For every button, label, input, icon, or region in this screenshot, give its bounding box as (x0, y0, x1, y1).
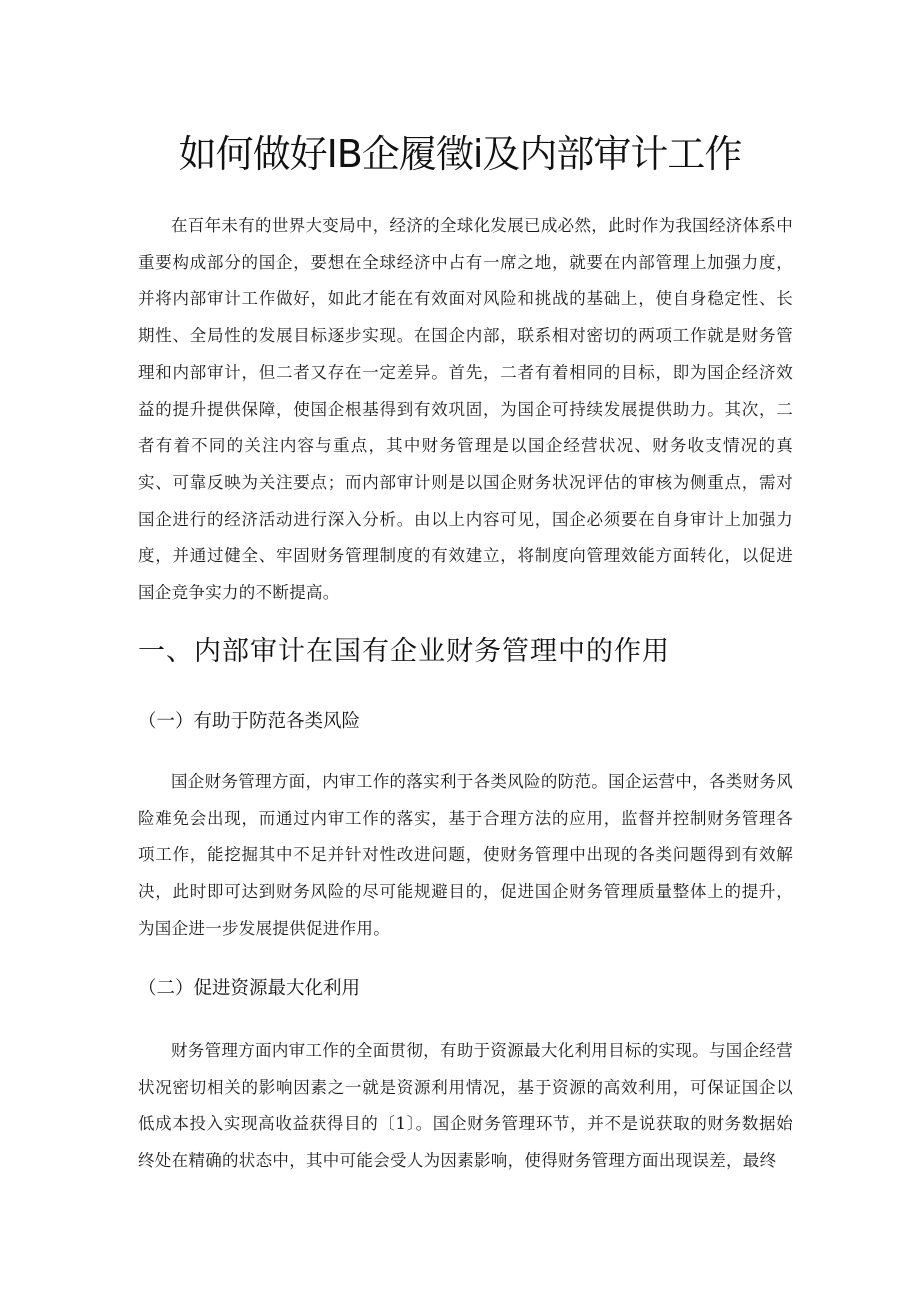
section-heading: 一、内部审计在国有企业财务管理中的作用 (138, 636, 670, 667)
subsection-heading-2: （二）促进资源最大化利用 (138, 978, 361, 999)
subsection-2-paragraph: 财务管理方面内审工作的全面贯彻，有助于资源最大化利用目标的实现。与国企经营状况密切相关的影响因素之一就是资源利用情况，基于资源的高效利用，可保证国企以低成本投入实现高收益获得目的〔1〕。国企财务管理环节，并不是说获取的财务数据始终处在精确的状态中，其中可能会受人为因素影响，使得财务管理方面出现误差，最终 (138, 1041, 793, 1171)
subsection-1-paragraph: 国企财务管理方面，内审工作的落实利于各类风险的防范。国企运营中，各类财务风险难免会出现，而通过内审工作的落实，基于合理方法的应用，监督并控制财务管理各项工作，能挖掘其中不足并针对性改进问题，使财务管理中出现的各类问题得到有效解决，此时即可达到财务风险的尽可能规避目的，促进国企财务管理质量整体上的提升，为国企进一步发展提供促进作用。 (138, 772, 793, 938)
intro-paragraph: 在百年未有的世界大变局中，经济的全球化发展已成必然，此时作为我国经济体系中重要构成部分的国企，要想在全球经济中占有一席之地，就要在内部管理上加强力度，并将内部审计工作做好，如此才能在有效面对风险和挑战的基础上，使自身稳定性、长期性、全局性的发展目标逐步实现。在国企内部，联系相对密切的两项工作就是财务管理和内部审计，但二者又存在一定差异。首先，二者有着相同的目标，即为国企经济效益的提升提供保障，使国企根基得到有效巩固，为国企可持续发展提供助力。其次，二者有着不同的关注内容与重点，其中财务管理是以国企经营状况、财务收支情况的真实、可靠反映为关注要点；而内部审计则是以国企财务状况评估的审核为侧重点，需对国企进行的经济活动进行深入分析。由以上内容可见，国企必须要在自身审计上加强力度，并通过健全、牢固财务管理制度的有效建立，将制度向管理效能方面转化，以促进国企竞争实力的不断提高。 (138, 216, 793, 603)
document-title: 如何做好IB企履徵i及内部审计工作 (178, 132, 742, 176)
subsection-heading-1: （一）有助于防范各类风险 (138, 711, 361, 732)
